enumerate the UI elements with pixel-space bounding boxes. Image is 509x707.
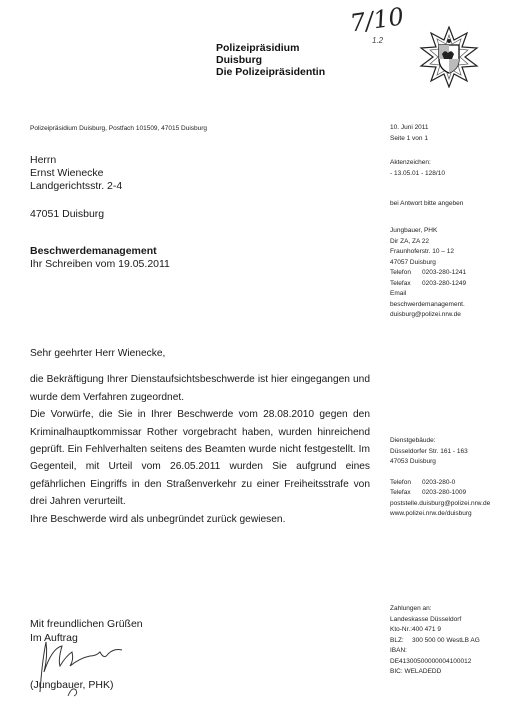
payment-label: Zahlungen an: xyxy=(390,605,432,612)
contact-email-label: Email xyxy=(390,290,407,297)
payment-iban-label: IBAN: xyxy=(390,647,407,654)
sender-return-address: Polizeipräsidium Duisburg, Postfach 101509, 47015 Duisburg xyxy=(30,125,208,132)
building-phone: 0203-280-0 xyxy=(422,478,456,486)
closing-mandate: Im Auftrag xyxy=(30,632,78,644)
subject-title: Beschwerdemanagement xyxy=(30,245,157,257)
authority-line-3: Die Polizeipräsidentin xyxy=(216,66,326,78)
building-fax-row: Telefax 0203-280-1009 xyxy=(390,488,490,499)
payment-block xyxy=(390,604,480,678)
authority-line-2: Duisburg xyxy=(216,54,263,66)
payment-bank: Landeskasse Düsseldorf xyxy=(390,615,462,623)
building-phone-row: Telefon 0203-280-0 xyxy=(390,478,490,489)
contact-office: Dir ZA, ZA 22 xyxy=(390,237,430,245)
page-count: Seite 1 von 1 xyxy=(390,134,428,142)
letter-paragraph-3: Ihre Beschwerde wird als unbegründet zurück gewiesen. xyxy=(30,513,286,525)
file-reference xyxy=(390,158,445,179)
contact-email-2: duisburg@polizei.nrw.de xyxy=(390,311,461,318)
contact-phone-row: Telefon 0203-280-1241 xyxy=(390,268,466,279)
payment-bic: BIC: WELADEDD xyxy=(390,668,442,675)
subject-reference: Ihr Schreiben vom 19.05.2011 xyxy=(30,258,170,270)
payment-blz-row: BLZ: 300 500 00 WestLB AG xyxy=(390,636,480,647)
contact-phone: 0203-280-1241 xyxy=(422,269,467,276)
letter-meta xyxy=(390,123,429,144)
payment-iban: DE41300500000004100012 xyxy=(390,657,472,665)
payment-account: Kto-Nr.:400 471 9 xyxy=(390,626,441,633)
handwritten-signature xyxy=(28,630,138,705)
contact-city: 47057 Duisburg xyxy=(390,258,436,266)
police-star-logo xyxy=(418,26,480,93)
recipient-salutation: Herrn xyxy=(30,154,57,166)
reply-note: bei Antwort bitte angeben xyxy=(390,200,464,207)
recipient-city: 47051 Duisburg xyxy=(30,208,105,220)
recipient-name: Ernst Wienecke xyxy=(30,167,104,179)
letter-date: 10. Juni 2011 xyxy=(390,124,429,131)
building-city: 47053 Duisburg xyxy=(390,458,436,465)
building-web: www.polizei.nrw.de/duisburg xyxy=(390,510,472,517)
building-block xyxy=(390,436,490,520)
file-label: Aktenzeichen: xyxy=(390,159,431,166)
handwritten-mark: 7/10 xyxy=(348,2,406,38)
contact-block xyxy=(390,226,466,321)
letter-paragraph-2: Die Vorwürfe, die Sie in Ihrer Beschwerde vom 28.08.2010 gegen den Kriminalhauptkommissar Rother vorgebracht haben, wurden hinreichend geprüft. Ein Fehlverhalten seitens des Beamten wurde nicht festgestellt. Im Gegenteil, mit Urteil vom 26.05.2011 wurden Sie aufgrund eines gefährlichen Eingriffs in den Straßenverkehr zu einer Freiheitsstrafe von drei Jahren verurteilt. xyxy=(30,409,370,508)
contact-email-1: beschwerdemanagement. xyxy=(390,300,465,308)
file-number: - 13.05.01 - 128/10 xyxy=(390,169,445,177)
letter-paragraph-1: die Bekräftigung Ihrer Dienstaufsichtsbeschwerde ist hier eingegangen und wurde dem Verfahren zugeordnet. xyxy=(30,374,370,403)
building-postbox: poststelle.duisburg@polizei.nrw.de xyxy=(390,499,491,507)
subject-block xyxy=(30,245,170,271)
letter-body xyxy=(30,345,370,528)
letterhead xyxy=(216,42,325,78)
contact-fax: 0203-280-1249 xyxy=(422,279,467,287)
signer-name: (Jungbauer, PHK) xyxy=(30,679,114,691)
handwritten-subnote: 1.2 xyxy=(372,36,384,45)
contact-street: Fraunhoferstr. 10 – 12 xyxy=(390,248,454,255)
letter-greeting: Sehr geehrter Herr Wienecke, xyxy=(30,348,166,359)
building-street: Düsseldorfer Str. 161 - 163 xyxy=(390,447,468,455)
building-label: Dienstgebäude: xyxy=(390,437,436,444)
authority-line-1: Polizeipräsidium xyxy=(216,42,300,54)
building-fax: 0203-280-1009 xyxy=(422,489,467,496)
closing-regards: Mit freundlichen Grüßen xyxy=(30,618,143,630)
recipient-address xyxy=(30,154,122,193)
recipient-street: Landgerichtsstr. 2-4 xyxy=(30,180,123,192)
payment-blz: 300 500 00 WestLB AG xyxy=(412,636,480,644)
contact-name: Jungbauer, PHK xyxy=(390,227,438,234)
contact-fax-row: Telefax 0203-280-1249 xyxy=(390,279,466,290)
